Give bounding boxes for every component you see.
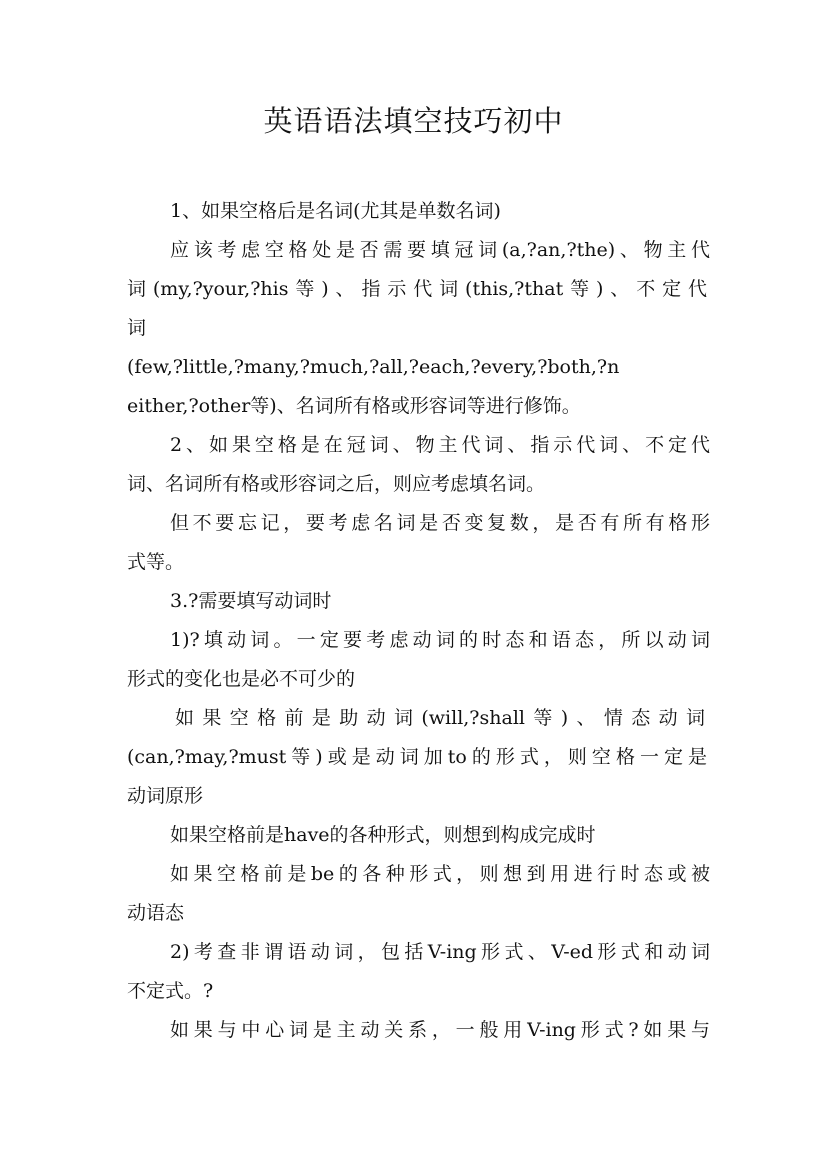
paragraph-line: 词、名词所有格或形容词之后，则应考虑填名词。 [127,473,546,495]
document-title: 英语语法填空技巧初中 [263,104,564,138]
paragraph-line: 2)考查非谓语动词，包括V-ing形式、V-ed形式和动词 [170,941,710,963]
paragraph-line: 但不要忘记，要考虑名词是否变复数，是否有所有格形 [170,512,710,534]
paragraph-line: 词(my,?your,?his等)、指示代词(this,?that等)、不定代 [127,278,707,300]
paragraph-line: 1)?填动词。一定要考虑动词的时态和语态，所以动词 [170,629,710,651]
paragraph-line: 如果与中心词是主动关系，一般用V-ing形式?如果与 [170,1019,710,1041]
paragraph-line: 形式的变化也是必不可少的 [127,668,356,690]
paragraph-line: 1、如果空格后是名词(尤其是单数名词) [170,200,501,222]
paragraph-line: either,?other等)、名词所有格或形容词等进行修饰。 [127,395,581,417]
paragraph-line: 应该考虑空格处是否需要填冠词(a,?an,?the)、物主代 [170,239,710,261]
paragraph-line: (few,?little,?many,?much,?all,?each,?every,?both,?n [127,356,620,378]
paragraph-line: (can,?may,?must等)或是动词加to的形式，则空格一定是 [127,746,707,768]
paragraph-line: 如果空格前是助动词(will,?shall等)、情态动词 [175,707,705,729]
paragraph-line: 词 [127,317,147,339]
paragraph-line: 不定式。? [127,980,214,1002]
paragraph-line: 如果空格前是have的各种形式，则想到构成完成时 [170,824,596,846]
paragraph-line: 3.?需要填写动词时 [170,590,332,612]
paragraph-line: 动语态 [127,902,185,924]
paragraph-line: 动词原形 [127,785,204,807]
paragraph-line: 式等。 [127,551,185,573]
paragraph-line: 2、如果空格是在冠词、物主代词、指示代词、不定代 [170,434,710,456]
paragraph-line: 如果空格前是be的各种形式，则想到用进行时态或被 [170,863,710,885]
